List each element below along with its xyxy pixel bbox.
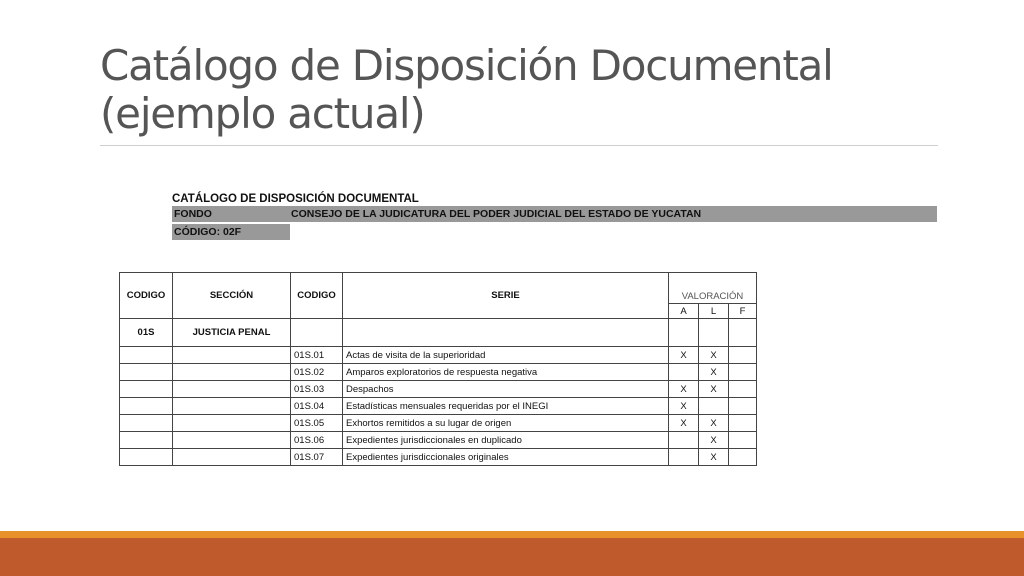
- fondo-value: CONSEJO DE LA JUDICATURA DEL PODER JUDICIAL DEL ESTADO DE YUCATAN: [291, 208, 702, 220]
- valoracion-a: [669, 449, 699, 466]
- codigo-row: [172, 224, 290, 240]
- header-codigo-serie: CODIGO: [291, 273, 343, 319]
- valoracion-f: [729, 364, 757, 381]
- table-row: [120, 381, 757, 398]
- valoracion-a: X: [669, 381, 699, 398]
- serie-code: 01S.02: [291, 364, 343, 381]
- header-serie: SERIE: [343, 273, 669, 319]
- header-f: F: [729, 304, 757, 319]
- serie-code: 01S.01: [291, 347, 343, 364]
- table-row: [120, 347, 757, 364]
- valoracion-l: X: [699, 415, 729, 432]
- valoracion-f: [729, 415, 757, 432]
- fondo-label: FONDO: [174, 208, 212, 220]
- valoracion-l: X: [699, 364, 729, 381]
- header-seccion: SECCIÓN: [173, 273, 291, 319]
- valoracion-f: [729, 347, 757, 364]
- slide-title: Catálogo de Disposición Documental (ejemplo actual): [100, 41, 833, 138]
- table-row: [120, 364, 757, 381]
- table-row: [120, 432, 757, 449]
- codigo-label: CÓDIGO: 02F: [174, 226, 242, 238]
- header-valoracion: VALORACIÓN: [669, 273, 757, 304]
- valoracion-a: X: [669, 347, 699, 364]
- header-l: L: [699, 304, 729, 319]
- fondo-row: [172, 206, 937, 222]
- valoracion-a: [669, 364, 699, 381]
- title-divider: [100, 145, 938, 146]
- serie-name: Expedientes jurisdiccionales originales: [343, 449, 669, 466]
- valoracion-a: X: [669, 398, 699, 415]
- catalog-table: [119, 272, 757, 466]
- serie-name: Expedientes jurisdiccionales en duplicado: [343, 432, 669, 449]
- section-row: [120, 319, 757, 347]
- valoracion-l: X: [699, 381, 729, 398]
- table-row: [120, 449, 757, 466]
- serie-code: 01S.04: [291, 398, 343, 415]
- serie-code: 01S.03: [291, 381, 343, 398]
- table-row: [120, 398, 757, 415]
- serie-code: 01S.05: [291, 415, 343, 432]
- serie-name: Despachos: [343, 381, 669, 398]
- valoracion-l: X: [699, 432, 729, 449]
- footer-band: [0, 538, 1024, 576]
- valoracion-f: [729, 398, 757, 415]
- header-codigo: CODIGO: [120, 273, 173, 319]
- valoracion-l: X: [699, 347, 729, 364]
- serie-code: 01S.07: [291, 449, 343, 466]
- section-code: 01S: [120, 319, 173, 347]
- valoracion-f: [729, 381, 757, 398]
- header-a: A: [669, 304, 699, 319]
- catalog-heading: CATÁLOGO DE DISPOSICIÓN DOCUMENTAL: [172, 193, 419, 205]
- valoracion-l: X: [699, 449, 729, 466]
- table-row: [120, 415, 757, 432]
- serie-name: Exhortos remitidos a su lugar de origen: [343, 415, 669, 432]
- valoracion-f: [729, 432, 757, 449]
- valoracion-a: [669, 432, 699, 449]
- serie-name: Estadísticas mensuales requeridas por el INEGI: [343, 398, 669, 415]
- valoracion-l: [699, 398, 729, 415]
- serie-name: Actas de visita de la superioridad: [343, 347, 669, 364]
- valoracion-f: [729, 449, 757, 466]
- footer-accent-band: [0, 531, 1024, 538]
- serie-name: Amparos exploratorios de respuesta negativa: [343, 364, 669, 381]
- valoracion-a: X: [669, 415, 699, 432]
- serie-code: 01S.06: [291, 432, 343, 449]
- section-name: JUSTICIA PENAL: [173, 319, 291, 347]
